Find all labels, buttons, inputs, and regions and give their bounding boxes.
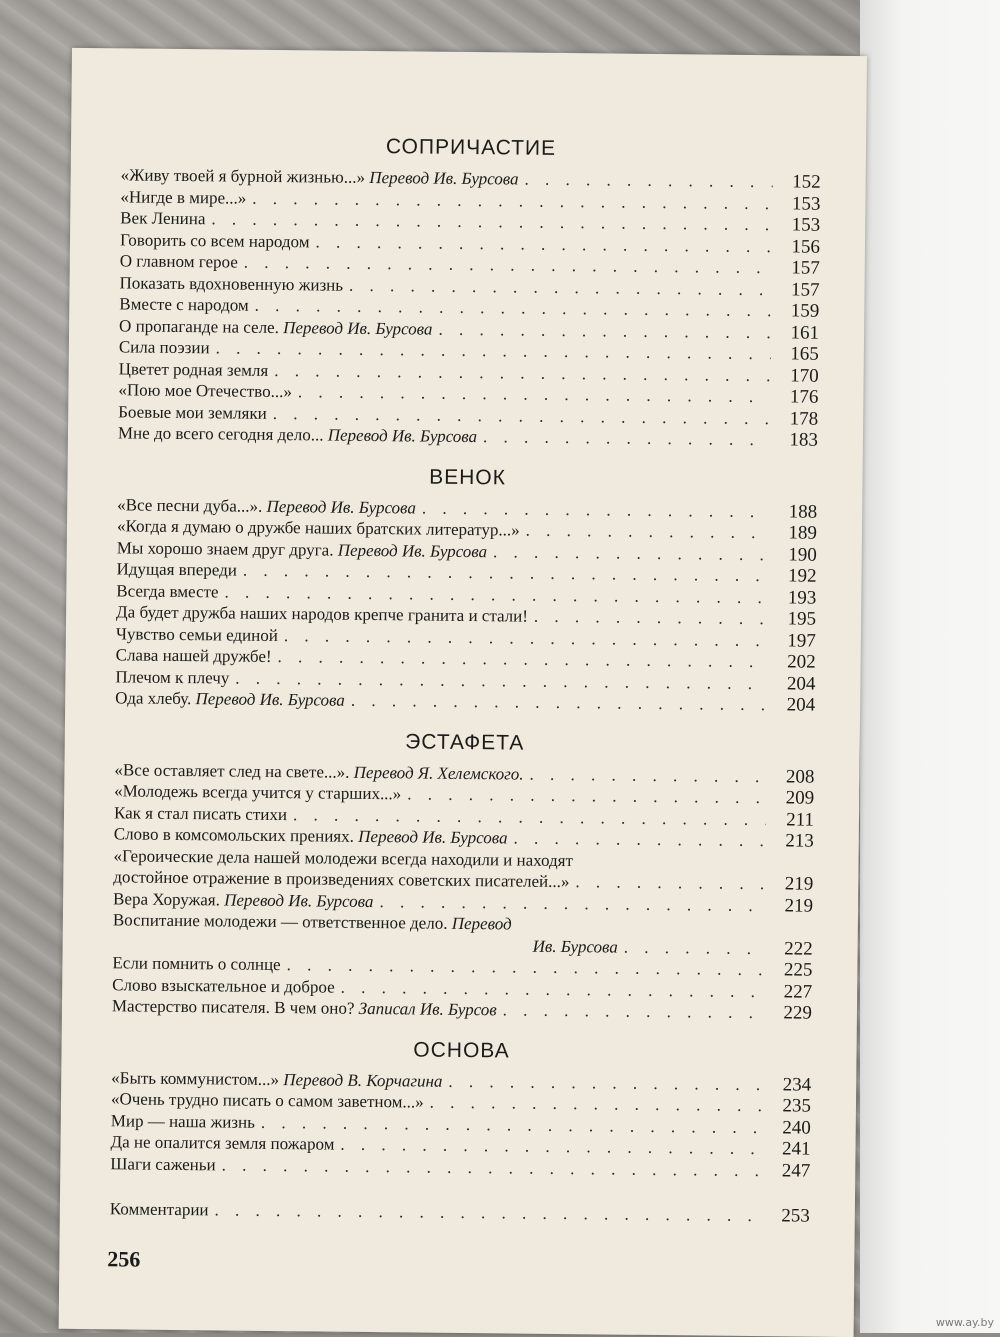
- entry-title: [118, 379, 292, 402]
- entry-page: 227: [770, 981, 812, 1003]
- entry-page: 247: [768, 1160, 810, 1182]
- entry-page: 156: [778, 236, 820, 258]
- entry-translator: Перевод Ив. Бурсова: [283, 318, 433, 339]
- entry-title-text: Мне до всего сегодня дело...: [118, 423, 328, 444]
- leader-dots: [529, 763, 766, 787]
- entry-title-text: Ода хлебу.: [115, 688, 196, 708]
- entry-title-text: Если помнить о солнце: [112, 953, 280, 974]
- entry-title-text: Боевые мои земляки: [118, 402, 267, 423]
- entry-title-text: «Все песни дуба...».: [117, 495, 267, 516]
- leader-dots: [493, 541, 769, 565]
- entry-title-text: Идущая впереди: [116, 559, 237, 579]
- entry-translator: Перевод Ив. Бурсова: [266, 496, 416, 517]
- leader-dots: [483, 426, 770, 451]
- entry-page: 197: [774, 630, 816, 652]
- entry-page: 204: [773, 673, 815, 695]
- entry-page: 208: [772, 766, 814, 788]
- leader-dots: [524, 169, 772, 193]
- entry-title-text: Как я стал писать стихи: [114, 803, 287, 824]
- entry-title-text: Век Ленина: [120, 208, 205, 228]
- entry-translator: Перевод Ив. Бурсова: [358, 827, 508, 848]
- entry-title: [120, 186, 246, 209]
- entry-page: 183: [776, 429, 818, 451]
- entry-page: 165: [777, 343, 819, 365]
- entry-title-text: Показать вдохновенную жизнь: [119, 273, 343, 294]
- entry-page: 192: [774, 565, 816, 587]
- section-title: ЭСТАФЕТА: [115, 727, 815, 758]
- entry-page: 188: [775, 501, 817, 523]
- entry-title: [114, 802, 287, 825]
- entry-page: 234: [769, 1074, 811, 1096]
- entry-translator: Перевод: [452, 914, 512, 934]
- entry-title-text: «Очень трудно писать о самом заветном...»: [111, 1089, 424, 1111]
- entry-page: 190: [775, 544, 817, 566]
- entry-title: [120, 250, 238, 273]
- entry-title-text: Да не опалится земля пожаром: [110, 1132, 334, 1153]
- entry-title: [119, 358, 269, 381]
- entry-translator: Перевод Ив. Бурсова: [195, 689, 345, 710]
- entry-title: [112, 974, 335, 998]
- entry-title-text: «Когда я думаю о дружбе наших братских литератур...»: [117, 516, 520, 539]
- entry-title: [119, 293, 249, 316]
- entry-title-text: Вместе с народом: [119, 294, 249, 314]
- leader-dots: [503, 999, 764, 1023]
- entry-title-text: Говорить со всем народом: [120, 230, 310, 251]
- entry-title-text: «Пою мое Отечество...»: [118, 380, 292, 401]
- entry-title-text: Шаги саженьи: [110, 1154, 216, 1174]
- entry-page: 213: [772, 830, 814, 852]
- entry-title: [116, 644, 272, 667]
- entry-page: 219: [771, 873, 813, 895]
- table-of-contents: [110, 126, 821, 1227]
- entry-title-text: О главном герое: [120, 251, 238, 271]
- entry-title-text: Вера Хоружая.: [113, 889, 224, 909]
- leader-dots: [513, 828, 765, 852]
- entry-title-text: Да будет дружба наших народов крепче гранита и стали!: [116, 602, 528, 625]
- entry-translator: Перевод Ив. Бурсова: [338, 540, 488, 561]
- entry-page: 241: [768, 1138, 810, 1160]
- entry-page: 152: [779, 171, 821, 193]
- entry-title: [119, 336, 210, 358]
- entry-title: [116, 623, 278, 646]
- entry-page: 253: [768, 1205, 810, 1227]
- entry-page: 211: [772, 809, 814, 831]
- entry-title-text: О пропаганде на селе.: [119, 316, 283, 337]
- entry-page: 178: [776, 408, 818, 430]
- entry-title-text: достойное отражение в произведениях советских писателей...»: [113, 867, 569, 891]
- entry-translator: Ив. Бурсова: [533, 936, 618, 956]
- entry-title: [120, 207, 205, 229]
- entry-translator: Перевод Ив. Бурсова: [369, 168, 519, 189]
- leader-dots: [214, 1199, 761, 1226]
- entry-title: [116, 580, 218, 603]
- entry-title-text: Слово в комсомольских прениях.: [114, 824, 359, 846]
- entry-title: [110, 1153, 216, 1176]
- entry-page: 195: [774, 608, 816, 630]
- book-page: [59, 48, 867, 1337]
- entry-title: [115, 687, 345, 711]
- entry-page: 235: [769, 1095, 811, 1117]
- entry-page: 170: [777, 365, 819, 387]
- entry-title-text: «Все оставляет след на свете...».: [114, 760, 353, 782]
- entry-page: 157: [778, 257, 820, 279]
- entry-title-text: «Героические дела нашей молодежи всегда находили и находят: [113, 846, 573, 870]
- leader-dots: [351, 690, 768, 716]
- entry-page: 225: [770, 959, 812, 981]
- entry-title: [112, 995, 497, 1021]
- entry-title-text: Плечом к плечу: [115, 667, 229, 687]
- entry-page: 209: [772, 787, 814, 809]
- entry-title: [116, 558, 237, 581]
- entry-translator: Перевод Ив. Бурсова: [224, 890, 374, 911]
- entry-page: 153: [778, 214, 820, 236]
- entry-title: [119, 272, 343, 296]
- entry-page: 189: [775, 522, 817, 544]
- watermark: www.ay.by: [936, 1316, 994, 1329]
- entry-translator: Перевод Ив. Бурсова: [328, 426, 478, 447]
- entry-page: 240: [769, 1117, 811, 1139]
- entry-title: [115, 666, 229, 689]
- page-number: 256: [107, 1246, 140, 1272]
- entry-title-text: «Живу твоей я бурной жизнью...»: [121, 165, 370, 187]
- entry-title-text: Мастерство писателя. В чем оно?: [112, 996, 359, 1018]
- entry-title: [112, 952, 280, 975]
- entry-page: 157: [777, 279, 819, 301]
- adjacent-page-edge: [860, 0, 1000, 1333]
- entry-title-text: Слава нашей дружбе!: [116, 645, 272, 666]
- entry-title: [111, 1110, 255, 1133]
- section-title: ВЕНОК: [117, 462, 817, 493]
- entry-title-text: «Быть коммунистом...»: [111, 1068, 283, 1089]
- entry-title: [110, 1131, 334, 1155]
- leader-dots: [575, 871, 765, 894]
- entry-title-text: Чувство семьи единой: [116, 624, 278, 645]
- entry-title-text: Слово взыскательное и доброе: [112, 975, 335, 996]
- entry-page: 176: [776, 386, 818, 408]
- leader-dots: [526, 520, 770, 544]
- entry-title-text: Всегда вместе: [116, 581, 218, 601]
- entry-translator: Перевод В. Корчагина: [283, 1070, 442, 1091]
- entry-title-text: «Нигде в мире...»: [120, 187, 246, 207]
- entry-title: [118, 401, 267, 424]
- entry-title-text: «Молодежь всегда учится у старших...»: [114, 781, 401, 803]
- section-title: ОСНОВА: [111, 1035, 811, 1066]
- section-title: СОПРИЧАСТИЕ: [121, 132, 821, 163]
- entry-page: 222: [771, 938, 813, 960]
- entry-page: 159: [777, 300, 819, 322]
- entry-title-text: Мир — наша жизнь: [111, 1111, 255, 1132]
- entry-title: Комментарии: [110, 1198, 209, 1221]
- entry-title: [120, 229, 310, 252]
- entry-translator: Перевод Я. Хелемского.: [354, 762, 524, 783]
- entry-page: 202: [774, 651, 816, 673]
- entry-title: [118, 422, 477, 447]
- entry-page: 193: [774, 587, 816, 609]
- leader-dots: [624, 936, 765, 959]
- entry-title-text: Воспитание молодежи — ответственное дело.: [113, 910, 452, 933]
- entry-title-text: Сила поэзии: [119, 337, 210, 357]
- entry-title: [117, 494, 416, 519]
- entry-title-text: Мы хорошо знаем друг друга.: [117, 538, 338, 559]
- entry-title-text: Цветет родная земля: [119, 359, 269, 380]
- entry-page: 229: [770, 1002, 812, 1024]
- entry-page: 161: [777, 322, 819, 344]
- leader-dots: [534, 606, 768, 630]
- entry-page: 219: [771, 895, 813, 917]
- entry-page: 204: [773, 694, 815, 716]
- entry-title: [113, 888, 374, 912]
- entry-page: 153: [778, 193, 820, 215]
- entry-title: [114, 780, 401, 805]
- entry-translator: Записал Ив. Бурсов: [359, 999, 497, 1019]
